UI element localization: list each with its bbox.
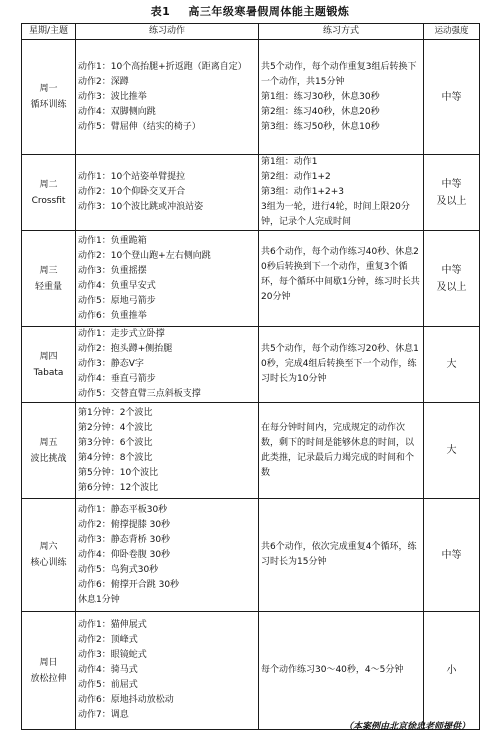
action-item: 动作2：10个登山跑+左右侧向跳 xyxy=(78,250,211,261)
method-text: 共5个动作，每个动作练习20秒、休息10秒，完成4组后转换至下一个动作，练习时长为10分钟 xyxy=(261,344,419,384)
theme-label: Crossfit xyxy=(31,195,66,206)
action-item: 第5分钟：10个波比 xyxy=(78,467,159,478)
action-item: 动作2：俯撑提膝 30秒 xyxy=(78,519,171,530)
day-theme-cell xyxy=(22,403,76,499)
table-row xyxy=(22,327,480,403)
day-label: 周日 xyxy=(39,657,58,668)
action-item: 动作6：原地抖动放松动 xyxy=(78,695,174,705)
action-item: 休息1分钟 xyxy=(78,594,120,605)
intensity-cell xyxy=(424,499,480,612)
method-text: 在每分钟时间内，完成规定的动作次数，剩下的时间是能够休息的时间，以此类推，记录最后力竭完成的时间和个数 xyxy=(261,422,415,478)
method-cell xyxy=(259,403,424,499)
table-row xyxy=(22,612,480,730)
action-item: 动作5：臂屈伸（结实的椅子） xyxy=(78,121,201,132)
day-theme-cell xyxy=(22,231,76,327)
action-item: 第1分钟：2个波比 xyxy=(78,407,153,418)
action-item: 动作2：抱头蹲+侧抬腿 xyxy=(78,344,173,354)
action-item: 动作6：负重推举 xyxy=(78,310,147,321)
table-row xyxy=(22,155,480,231)
action-item: 第4分钟：8个波比 xyxy=(78,452,153,463)
training-table xyxy=(21,23,480,730)
intensity-label: 大 xyxy=(446,445,457,456)
header-row xyxy=(22,24,480,40)
actions-cell xyxy=(76,499,259,612)
action-item: 动作2：10个仰卧交叉开合 xyxy=(78,187,186,197)
action-item: 动作5：原地弓箭步 xyxy=(78,295,156,306)
intensity-cell xyxy=(424,403,480,499)
day-label: 周三 xyxy=(39,265,58,276)
day-label: 周一 xyxy=(39,84,58,94)
intensity-label: 大 xyxy=(446,359,457,370)
table-title xyxy=(0,3,500,19)
action-item: 动作1：负重跪箱 xyxy=(78,235,147,246)
table-caption: 高三年级寒暑假周体能主题锻炼 xyxy=(188,5,350,18)
action-item: 动作1：猫伸展式 xyxy=(78,620,147,630)
actions-cell xyxy=(76,612,259,730)
intensity-label: 小 xyxy=(446,665,457,676)
intensity-label: 中等 xyxy=(441,91,462,103)
day-theme-cell xyxy=(22,40,76,155)
action-item: 动作3：静态背桥 30秒 xyxy=(78,534,171,545)
table-row xyxy=(22,40,480,155)
theme-label: 轻重量 xyxy=(34,281,62,292)
day-label: 周六 xyxy=(39,542,58,552)
method-text: 第2组：练习40秒，休息20秒 xyxy=(261,106,380,117)
intensity-label: 中等 xyxy=(441,549,462,561)
action-item: 第6分钟：12个波比 xyxy=(78,482,159,493)
action-item: 动作2：顶峰式 xyxy=(78,635,138,645)
action-item: 动作5：前屈式 xyxy=(78,680,138,690)
action-item: 动作5：交替直臂三点斜板支撑 xyxy=(78,389,201,399)
table-number: 表1 xyxy=(150,5,171,18)
action-item: 动作3：眼镜蛇式 xyxy=(78,650,147,660)
action-item: 动作1：10个站姿单臂提拉 xyxy=(78,172,186,182)
method-cell xyxy=(259,499,424,612)
intensity-cell xyxy=(424,327,480,403)
action-item: 动作3：10个波比跳或冲浪站姿 xyxy=(78,202,204,212)
method-text: 第1组：练习30秒，休息30秒 xyxy=(261,91,380,102)
method-text: 第1组：动作1 xyxy=(261,157,318,167)
method-text: 共5个动作，每个动作重复3组后转换下一个动作，共15分钟 xyxy=(261,61,417,87)
header-method: 练习方式 xyxy=(259,24,424,40)
method-text: 第3组：练习50秒，休息10秒 xyxy=(261,121,380,132)
intensity-cell xyxy=(424,231,480,327)
action-item: 动作4：双脚侧向跳 xyxy=(78,106,156,117)
intensity-label: 中等 及以上 xyxy=(436,264,467,293)
actions-cell xyxy=(76,40,259,155)
action-item: 第2分钟：4个波比 xyxy=(78,422,153,433)
theme-label: Tabata xyxy=(33,367,64,378)
action-item: 动作3：负重摇摆 xyxy=(78,265,147,276)
action-item: 动作7：调息 xyxy=(78,710,129,720)
method-text: 每个动作练习30～40秒，4～5分钟 xyxy=(261,665,404,675)
actions-cell xyxy=(76,231,259,327)
theme-label: 循环训练 xyxy=(30,100,67,110)
source-credit: （本案例由北京徐忠老师提供） xyxy=(343,722,470,732)
actions-cell xyxy=(76,403,259,499)
action-item: 动作3：静态V字 xyxy=(78,359,144,369)
intensity-cell xyxy=(424,40,480,155)
day-label: 周二 xyxy=(39,179,58,190)
method-cell xyxy=(259,155,424,231)
method-cell xyxy=(259,327,424,403)
intensity-label: 中等 及以上 xyxy=(436,178,467,207)
method-text: 共6个动作，每个动作练习40秒、休息20秒后转换到下一个动作，重复3个循环，每个循环中间歇1分钟，练习时长共20分钟 xyxy=(261,246,420,302)
action-item: 动作4：骑马式 xyxy=(78,665,138,675)
table-row xyxy=(22,499,480,612)
intensity-cell xyxy=(424,612,480,730)
method-text: 3组为一轮，进行4轮，时间上限20分钟，记录个人完成时间 xyxy=(261,202,410,227)
header-actions: 练习动作 xyxy=(76,24,259,40)
day-theme-cell xyxy=(22,499,76,612)
day-label: 周五 xyxy=(39,437,58,448)
method-text: 第3组：动作1+2+3 xyxy=(261,187,344,197)
theme-label: 波比挑战 xyxy=(30,453,67,464)
actions-cell xyxy=(76,155,259,231)
method-cell xyxy=(259,612,424,730)
table-row xyxy=(22,403,480,499)
action-item: 动作1：静态平板30秒 xyxy=(78,504,168,515)
intensity-cell xyxy=(424,155,480,231)
day-theme-cell xyxy=(22,155,76,231)
action-item: 动作5：鸟狗式30秒 xyxy=(78,564,159,575)
day-theme-cell xyxy=(22,612,76,730)
day-theme-cell xyxy=(22,327,76,403)
action-item: 动作4：负重早安式 xyxy=(78,280,156,291)
method-text: 第2组：动作1+2 xyxy=(261,172,331,182)
actions-cell xyxy=(76,327,259,403)
method-cell xyxy=(259,40,424,155)
action-item: 第3分钟：6个波比 xyxy=(78,437,153,448)
day-label: 周四 xyxy=(39,351,58,362)
table-row xyxy=(22,231,480,327)
header-intensity: 运动强度 xyxy=(424,24,480,40)
theme-label: 核心训练 xyxy=(30,558,67,568)
action-item: 动作6：俯撑开合跳 30秒 xyxy=(78,579,180,590)
header-day-theme: 星期/主题 xyxy=(22,24,76,40)
theme-label: 放松拉伸 xyxy=(30,673,67,684)
method-text: 共6个动作，依次完成重复4个循环，练习时长为15分钟 xyxy=(261,542,417,567)
action-item: 动作1：走步式立卧撑 xyxy=(78,329,165,339)
action-item: 动作4：垂直弓箭步 xyxy=(78,374,156,384)
action-item: 动作1：10个高抬腿+折返跑（距离自定） xyxy=(78,61,247,72)
action-item: 动作4：仰卧卷腹 30秒 xyxy=(78,549,171,560)
action-item: 动作3：波比推举 xyxy=(78,91,147,102)
method-cell xyxy=(259,231,424,327)
action-item: 动作2：深蹲 xyxy=(78,76,129,87)
